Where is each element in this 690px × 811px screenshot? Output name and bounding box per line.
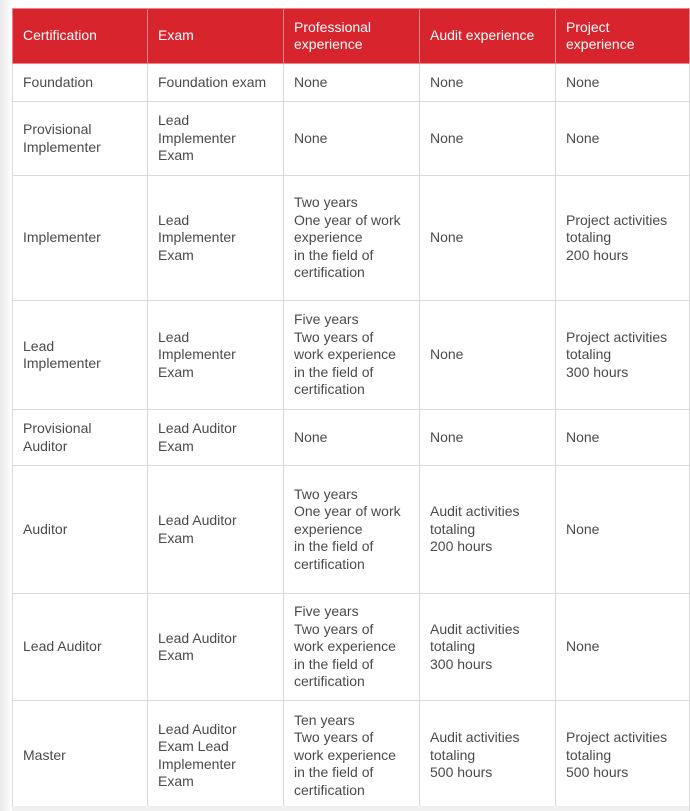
table-row: [13, 176, 690, 301]
cell-exam: Foundation exam: [148, 64, 284, 102]
cell-project-experience: Project activities totaling 200 hours: [556, 176, 690, 301]
cell-certification: Implementer: [13, 176, 148, 301]
cell-professional-experience: None: [284, 64, 420, 102]
cell-audit-experience: Audit activities totaling 500 hours: [420, 701, 556, 811]
cell-certification: Auditor: [13, 466, 148, 594]
table-header-row: [13, 9, 690, 64]
cell-exam: Lead Implementer Exam: [148, 102, 284, 176]
cell-audit-experience: Audit activities totaling 200 hours: [420, 466, 556, 594]
cell-exam: Lead Auditor Exam: [148, 410, 284, 466]
table-row: [13, 466, 690, 594]
table-row: [13, 301, 690, 410]
header-professional-experience: Professional experience: [284, 9, 420, 64]
header-audit-experience: Audit experience: [420, 9, 556, 64]
cell-project-experience: None: [556, 102, 690, 176]
cell-audit-experience: None: [420, 102, 556, 176]
cell-exam: Lead Auditor Exam: [148, 466, 284, 594]
page-edge-shadow: [0, 0, 12, 811]
cell-professional-experience: Ten years Two years of work experience in the field of certification: [284, 701, 420, 811]
cell-audit-experience: None: [420, 64, 556, 102]
cell-project-experience: None: [556, 594, 690, 701]
cell-professional-experience: Five years Two years of work experience in the field of certification: [284, 594, 420, 701]
cell-exam: Lead Auditor Exam: [148, 594, 284, 701]
cell-professional-experience: Two years One year of work experience in the field of certification: [284, 466, 420, 594]
cell-professional-experience: None: [284, 102, 420, 176]
cell-exam: Lead Implementer Exam: [148, 176, 284, 301]
table-row: [13, 701, 690, 811]
cell-project-experience: None: [556, 64, 690, 102]
cell-professional-experience: None: [284, 410, 420, 466]
cell-professional-experience: Five years Two years of work experience in the field of certification: [284, 301, 420, 410]
cell-certification: Provisional Implementer: [13, 102, 148, 176]
cell-certification: Foundation: [13, 64, 148, 102]
cell-audit-experience: Audit activities totaling 300 hours: [420, 594, 556, 701]
table-row: [13, 64, 690, 102]
table-row: [13, 594, 690, 701]
header-exam: Exam: [148, 9, 284, 64]
cell-certification: Lead Auditor: [13, 594, 148, 701]
cell-audit-experience: None: [420, 176, 556, 301]
cell-project-experience: Project activities totaling 300 hours: [556, 301, 690, 410]
cell-certification: Lead Implementer: [13, 301, 148, 410]
header-certification: Certification: [13, 9, 148, 64]
cell-certification: Provisional Auditor: [13, 410, 148, 466]
cell-project-experience: Project activities totaling 500 hours: [556, 701, 690, 811]
horizontal-scrollbar[interactable]: [12, 806, 689, 811]
cell-certification: Master: [13, 701, 148, 811]
cell-audit-experience: None: [420, 301, 556, 410]
cell-professional-experience: Two years One year of work experience in the field of certification: [284, 176, 420, 301]
cell-audit-experience: None: [420, 410, 556, 466]
header-project-experience: Project experience: [556, 9, 690, 64]
cell-exam: Lead Auditor Exam Lead Implementer Exam: [148, 701, 284, 811]
certification-table: [12, 8, 690, 811]
cell-project-experience: None: [556, 410, 690, 466]
table-row: [13, 102, 690, 176]
table-row: [13, 410, 690, 466]
cell-project-experience: None: [556, 466, 690, 594]
cell-exam: Lead Implementer Exam: [148, 301, 284, 410]
